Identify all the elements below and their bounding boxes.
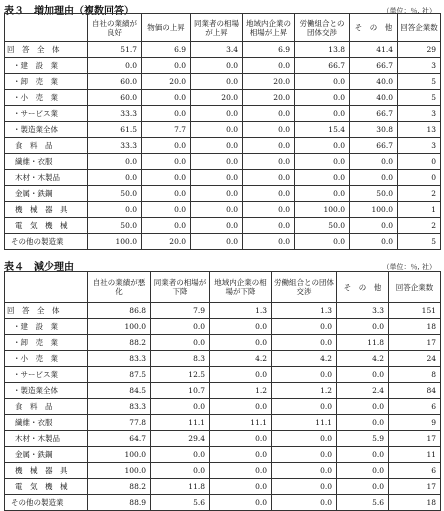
cell-value: 0.0 [142, 170, 191, 186]
cell-value: 66.7 [350, 106, 398, 122]
cell-value: 6 [389, 399, 441, 415]
cell-value: 61.5 [88, 122, 142, 138]
cell-value: 0.0 [210, 495, 272, 511]
cell-value: 0.0 [272, 447, 337, 463]
cell-value: 6.9 [243, 42, 295, 58]
cell-value: 100.0 [295, 202, 350, 218]
cell-value: 50.0 [295, 218, 350, 234]
cell-value: 66.7 [295, 58, 350, 74]
row-label: ・建 設 業 [5, 58, 88, 74]
cell-value: 0.0 [191, 122, 243, 138]
cell-value: 0.0 [191, 186, 243, 202]
table-row [5, 154, 441, 170]
cell-value: 66.7 [350, 58, 398, 74]
row-label: ・製造業全体 [5, 122, 88, 138]
cell-value: 0.0 [142, 90, 191, 106]
cell-value: 11.8 [337, 335, 389, 351]
table-row [5, 495, 441, 511]
cell-value: 100.0 [88, 234, 142, 250]
cell-value: 0.0 [350, 234, 398, 250]
cell-value: 0.0 [272, 479, 337, 495]
cell-value: 3 [398, 106, 441, 122]
cell-value: 87.5 [88, 367, 151, 383]
cell-value: 0.0 [337, 399, 389, 415]
table-row [5, 218, 441, 234]
cell-value: 18 [389, 495, 441, 511]
cell-value: 60.0 [88, 74, 142, 90]
table-row [5, 367, 441, 383]
cell-value: 5 [398, 74, 441, 90]
table3-header-4: 地域内企業の相場が上昇 [243, 14, 295, 42]
cell-value: 4.2 [272, 351, 337, 367]
row-label: ・建 設 業 [5, 319, 88, 335]
cell-value: 2.4 [337, 383, 389, 399]
cell-value: 0.0 [191, 234, 243, 250]
table3-header-3: 同業者の相場が上昇 [191, 14, 243, 42]
cell-value: 0.0 [337, 447, 389, 463]
table-row [5, 138, 441, 154]
cell-value: 3.3 [337, 303, 389, 319]
cell-value: 1.2 [272, 383, 337, 399]
cell-value: 0.0 [151, 399, 210, 415]
cell-value: 11.1 [272, 415, 337, 431]
cell-value: 20.0 [243, 74, 295, 90]
cell-value: 0.0 [243, 234, 295, 250]
cell-value: 0.0 [191, 154, 243, 170]
table4-unit: （単位：％, 社） [382, 263, 436, 271]
cell-value: 0.0 [272, 335, 337, 351]
cell-value: 11.1 [151, 415, 210, 431]
cell-value: 0.0 [272, 495, 337, 511]
cell-value: 151 [389, 303, 441, 319]
cell-value: 0.0 [295, 154, 350, 170]
row-label: 機 械 器 具 [5, 463, 88, 479]
cell-value: 6.9 [142, 42, 191, 58]
cell-value: 0.0 [295, 106, 350, 122]
cell-value: 20.0 [142, 74, 191, 90]
cell-value: 2 [398, 186, 441, 202]
cell-value: 5.9 [337, 431, 389, 447]
cell-value: 0.0 [295, 170, 350, 186]
decrease-reasons-table [4, 271, 441, 511]
cell-value: 64.7 [88, 431, 151, 447]
cell-value: 2 [398, 218, 441, 234]
cell-value: 0.0 [210, 367, 272, 383]
cell-value: 29.4 [151, 431, 210, 447]
cell-value: 0.0 [243, 106, 295, 122]
row-label: その他の製造業 [5, 495, 88, 511]
table3-header-5: 労働組合との団体交渉 [295, 14, 350, 42]
cell-value: 3 [398, 58, 441, 74]
cell-value: 0 [398, 170, 441, 186]
cell-value: 100.0 [88, 447, 151, 463]
cell-value: 11.8 [151, 479, 210, 495]
cell-value: 8.3 [151, 351, 210, 367]
cell-value: 83.3 [88, 399, 151, 415]
table-row [5, 186, 441, 202]
table-row [5, 335, 441, 351]
cell-value: 0.0 [295, 234, 350, 250]
table-row [5, 383, 441, 399]
cell-value: 0.0 [142, 218, 191, 234]
cell-value: 0.0 [151, 319, 210, 335]
row-label: ・卸 売 業 [5, 335, 88, 351]
cell-value: 84.5 [88, 383, 151, 399]
cell-value: 0.0 [272, 399, 337, 415]
cell-value: 20.0 [142, 234, 191, 250]
cell-value: 17 [389, 335, 441, 351]
row-label: 金属・鉄鋼 [5, 447, 88, 463]
row-label: その他の製造業 [5, 234, 88, 250]
cell-value: 0.0 [243, 154, 295, 170]
cell-value: 0.0 [243, 170, 295, 186]
cell-value: 0.0 [210, 431, 272, 447]
table4-header-1: 自社の業績が悪化 [88, 272, 151, 303]
cell-value: 17 [389, 479, 441, 495]
cell-value: 33.3 [88, 138, 142, 154]
cell-value: 0.0 [191, 106, 243, 122]
table4-header-6: 回答企業数 [389, 272, 441, 303]
cell-value: 77.8 [88, 415, 151, 431]
cell-value: 0.0 [151, 463, 210, 479]
table3-header-6: そ の 他 [350, 14, 398, 42]
row-label: ・サービス業 [5, 106, 88, 122]
cell-value: 0.0 [272, 463, 337, 479]
table-row [5, 58, 441, 74]
table-row [5, 319, 441, 335]
increase-reasons-table [4, 13, 441, 250]
row-label: 木材・木製品 [5, 431, 88, 447]
table-row [5, 122, 441, 138]
cell-value: 5.6 [151, 495, 210, 511]
cell-value: 0.0 [295, 138, 350, 154]
cell-value: 8 [389, 367, 441, 383]
cell-value: 0.0 [337, 367, 389, 383]
cell-value: 3.4 [191, 42, 243, 58]
cell-value: 30.8 [350, 122, 398, 138]
row-label: ・サービス業 [5, 367, 88, 383]
row-label: ・製造業全体 [5, 383, 88, 399]
cell-value: 1.2 [210, 383, 272, 399]
table4-header-5: そ の 他 [337, 272, 389, 303]
row-label: ・小 売 業 [5, 351, 88, 367]
table-row [5, 106, 441, 122]
cell-value: 0.0 [210, 335, 272, 351]
cell-value: 0.0 [151, 335, 210, 351]
cell-value: 51.7 [88, 42, 142, 58]
table-row [5, 303, 441, 319]
table-row [5, 234, 441, 250]
cell-value: 0.0 [272, 367, 337, 383]
cell-value: 0.0 [210, 447, 272, 463]
cell-value: 41.4 [350, 42, 398, 58]
cell-value: 18 [389, 319, 441, 335]
table-row [5, 463, 441, 479]
table4-header-3: 地域内企業の相場が下降 [210, 272, 272, 303]
cell-value: 9 [389, 415, 441, 431]
cell-value: 0.0 [88, 58, 142, 74]
cell-value: 0.0 [337, 319, 389, 335]
cell-value: 13.8 [295, 42, 350, 58]
table3-header-2: 物価の上昇 [142, 14, 191, 42]
cell-value: 0.0 [210, 479, 272, 495]
cell-value: 5 [398, 234, 441, 250]
row-label: 繊維・衣服 [5, 154, 88, 170]
cell-value: 6 [389, 463, 441, 479]
cell-value: 0.0 [210, 463, 272, 479]
table-row [5, 42, 441, 58]
row-label: ・卸 売 業 [5, 74, 88, 90]
cell-value: 0.0 [295, 186, 350, 202]
cell-value: 5 [398, 90, 441, 106]
cell-value: 20.0 [191, 90, 243, 106]
cell-value: 0.0 [337, 463, 389, 479]
cell-value: 20.0 [243, 90, 295, 106]
cell-value: 0.0 [191, 74, 243, 90]
row-label: ・小 売 業 [5, 90, 88, 106]
cell-value: 83.3 [88, 351, 151, 367]
table4-header-4: 労働組合との団体交渉 [272, 272, 337, 303]
cell-value: 50.0 [88, 218, 142, 234]
cell-value: 12.5 [151, 367, 210, 383]
cell-value: 0.0 [243, 218, 295, 234]
cell-value: 100.0 [88, 319, 151, 335]
cell-value: 24 [389, 351, 441, 367]
cell-value: 0.0 [191, 170, 243, 186]
cell-value: 0.0 [272, 319, 337, 335]
table3-title: 表３ 増加理由（複数回答） [4, 6, 134, 17]
cell-value: 100.0 [88, 463, 151, 479]
cell-value: 5.6 [337, 495, 389, 511]
table4-header-0 [5, 272, 88, 303]
cell-value: 66.7 [350, 138, 398, 154]
table3-header-0 [5, 14, 88, 42]
table4-title: 表４ 減少理由 [4, 262, 74, 273]
cell-value: 17 [389, 431, 441, 447]
cell-value: 0.0 [191, 202, 243, 218]
cell-value: 0.0 [191, 58, 243, 74]
table-row [5, 415, 441, 431]
cell-value: 11.1 [210, 415, 272, 431]
cell-value: 15.4 [295, 122, 350, 138]
cell-value: 7.9 [151, 303, 210, 319]
cell-value: 0.0 [243, 186, 295, 202]
cell-value: 0.0 [210, 399, 272, 415]
cell-value: 60.0 [88, 90, 142, 106]
cell-value: 0.0 [191, 218, 243, 234]
row-label: 電 気 機 械 [5, 479, 88, 495]
row-label: 木材・木製品 [5, 170, 88, 186]
table-row [5, 202, 441, 218]
table-row [5, 431, 441, 447]
row-label: 回 答 全 体 [5, 303, 88, 319]
cell-value: 7.7 [142, 122, 191, 138]
cell-value: 88.2 [88, 479, 151, 495]
row-label: 繊維・衣服 [5, 415, 88, 431]
cell-value: 0.0 [142, 138, 191, 154]
cell-value: 1.3 [210, 303, 272, 319]
cell-value: 40.0 [350, 74, 398, 90]
cell-value: 100.0 [350, 202, 398, 218]
cell-value: 29 [398, 42, 441, 58]
cell-value: 0.0 [88, 202, 142, 218]
cell-value: 4.2 [210, 351, 272, 367]
table-row [5, 90, 441, 106]
cell-value: 88.9 [88, 495, 151, 511]
cell-value: 0.0 [243, 138, 295, 154]
cell-value: 4.2 [337, 351, 389, 367]
row-label: 機 械 器 具 [5, 202, 88, 218]
cell-value: 0.0 [272, 431, 337, 447]
row-label: 食 料 品 [5, 399, 88, 415]
cell-value: 86.8 [88, 303, 151, 319]
cell-value: 0.0 [295, 90, 350, 106]
table3-unit: （単位：％, 社） [382, 7, 436, 15]
table-row [5, 170, 441, 186]
row-label: 金属・鉄鋼 [5, 186, 88, 202]
row-label: 電 気 機 械 [5, 218, 88, 234]
cell-value: 0.0 [88, 154, 142, 170]
cell-value: 1 [398, 202, 441, 218]
cell-value: 0.0 [142, 58, 191, 74]
cell-value: 10.7 [151, 383, 210, 399]
cell-value: 0.0 [191, 138, 243, 154]
cell-value: 0.0 [142, 186, 191, 202]
cell-value: 0.0 [295, 74, 350, 90]
cell-value: 84 [389, 383, 441, 399]
cell-value: 13 [398, 122, 441, 138]
table-row [5, 399, 441, 415]
cell-value: 0.0 [142, 154, 191, 170]
cell-value: 0.0 [210, 319, 272, 335]
cell-value: 88.2 [88, 335, 151, 351]
table-row [5, 447, 441, 463]
cell-value: 0.0 [350, 154, 398, 170]
table-row [5, 74, 441, 90]
cell-value: 0.0 [243, 58, 295, 74]
cell-value: 0.0 [151, 447, 210, 463]
cell-value: 0.0 [142, 202, 191, 218]
cell-value: 11 [389, 447, 441, 463]
table-row [5, 351, 441, 367]
cell-value: 33.3 [88, 106, 142, 122]
cell-value: 0.0 [350, 218, 398, 234]
table3-header-1: 自社の業績が良好 [88, 14, 142, 42]
cell-value: 0.0 [142, 106, 191, 122]
cell-value: 0 [398, 154, 441, 170]
cell-value: 0.0 [337, 479, 389, 495]
cell-value: 3 [398, 138, 441, 154]
cell-value: 50.0 [350, 186, 398, 202]
table4-header-2: 同業者の相場が下降 [151, 272, 210, 303]
cell-value: 1.3 [272, 303, 337, 319]
row-label: 食 料 品 [5, 138, 88, 154]
row-label: 回 答 全 体 [5, 42, 88, 58]
cell-value: 0.0 [243, 122, 295, 138]
cell-value: 40.0 [350, 90, 398, 106]
table-row [5, 479, 441, 495]
cell-value: 0.0 [88, 170, 142, 186]
cell-value: 0.0 [243, 202, 295, 218]
cell-value: 50.0 [88, 186, 142, 202]
cell-value: 0.0 [350, 170, 398, 186]
cell-value: 0.0 [337, 415, 389, 431]
table3-header-7: 回答企業数 [398, 14, 441, 42]
